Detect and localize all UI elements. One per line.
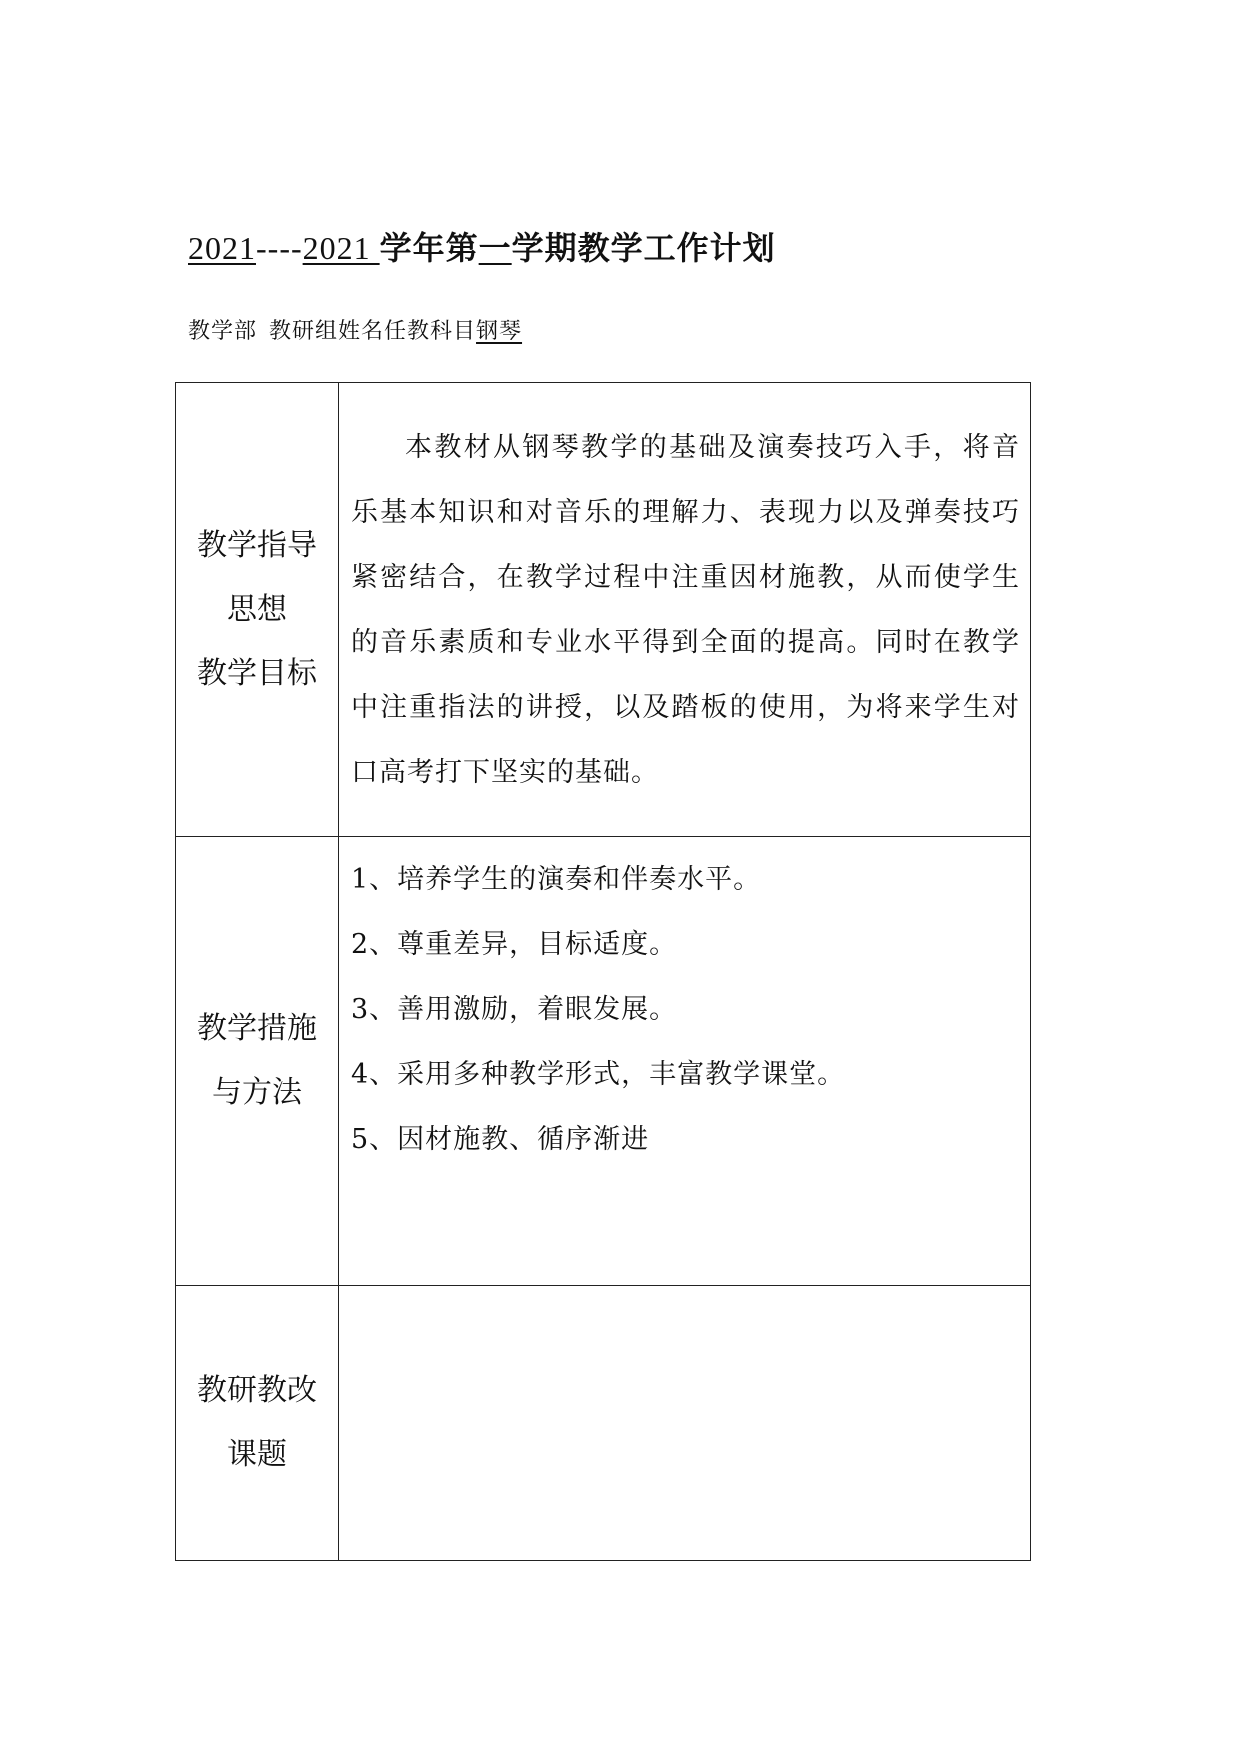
row-content-measures <box>339 837 1031 1286</box>
table-row-research-topic <box>176 1286 1031 1561</box>
row-label-line: 教学目标 <box>197 655 317 691</box>
title-dashes: ---- <box>256 230 303 266</box>
row-content-guiding-thought <box>339 383 1031 837</box>
row-label-research-topic <box>176 1286 339 1561</box>
title-year-start: 2021 <box>188 230 256 266</box>
row-label-line: 课题 <box>227 1437 287 1472</box>
title-text-b: 学期教学工作计划 <box>511 229 776 267</box>
page-title <box>188 226 776 270</box>
table-row-guiding-thought <box>176 383 1031 837</box>
row-label-line: 思想 <box>227 591 287 627</box>
table-row-measures <box>176 837 1031 1286</box>
title-year-end: 2021 <box>302 230 380 266</box>
title-text-a: 学年第 <box>379 229 479 267</box>
guiding-thought-paragraph: 本教材从钢琴教学的基础及演奏技巧入手，将音乐基本知识和对音乐的理解力、表现力以及弹奏技巧紧密结合，在教学过程中注重因材施教，从而使学生的音乐素质和专业水平得到全面的提高。同时在教学中注重指法的讲授，以及踏板的使用，为将来学生对口高考打下坚实的基础。 <box>351 431 1020 788</box>
row-label-guiding-thought <box>176 383 339 837</box>
row-content-research-topic <box>339 1286 1031 1561</box>
list-item: 3、善用激励，着眼发展。 <box>351 994 678 1025</box>
list-item: 4、采用多种教学形式，丰富教学课堂。 <box>351 1059 846 1090</box>
subtitle-subject: 钢琴 <box>476 319 523 344</box>
list-item: 2、尊重差异，目标适度。 <box>351 929 678 960</box>
list-item: 1、培养学生的演奏和伴奏水平。 <box>351 864 762 895</box>
row-label-line: 教学指导 <box>197 527 317 563</box>
plan-table <box>175 382 1031 1561</box>
subtitle <box>188 316 522 348</box>
title-semester: 一 <box>478 229 512 267</box>
row-label-line: 教学措施 <box>197 1011 317 1046</box>
subtitle-fields: 教研组姓名任教科目 <box>269 319 477 344</box>
row-label-measures <box>176 837 339 1286</box>
subtitle-department: 教学部 <box>188 319 258 344</box>
measures-list <box>339 847 1030 1172</box>
row-label-line: 与方法 <box>212 1075 302 1110</box>
row-label-line: 教研教改 <box>197 1373 317 1408</box>
list-item: 5、因材施教、循序渐进 <box>351 1124 650 1155</box>
